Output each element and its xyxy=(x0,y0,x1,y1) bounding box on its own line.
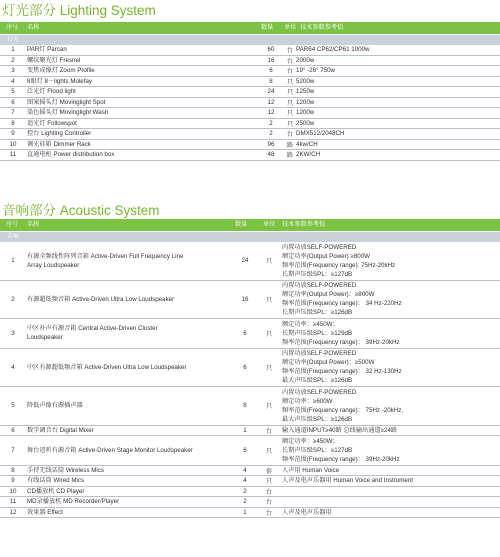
item-spec-line: 频率范围(Frequency range)： 75Hz -20kHz, xyxy=(282,406,404,414)
header-qty: 数量 xyxy=(235,221,248,228)
item-name xyxy=(27,476,252,486)
item-name-line: MD录播放机 MD Recorder/Player xyxy=(27,498,120,506)
item-spec-line: 频率范围(Frequency range)： 39Hz-20kHz xyxy=(282,338,400,346)
item-spec xyxy=(296,108,500,118)
item-spec-line: 19° -26° 750w xyxy=(296,67,336,75)
table-row xyxy=(0,497,500,508)
item-unit: 只 xyxy=(265,330,273,338)
item-spec-line: 额定功率：≥450W； xyxy=(282,320,339,328)
item-name-line: 中区有源超低频音箱 Active-Driven Ultra Low Loudspeaker xyxy=(27,363,187,371)
item-name: PAR灯 Parcan xyxy=(27,46,67,54)
item-spec-line: 内置功放SELF-POWERED xyxy=(282,243,357,251)
item-name-line: Loudspeaker xyxy=(27,334,63,342)
item-spec xyxy=(296,129,500,139)
row-number: 1 xyxy=(11,257,15,265)
item-unit: 只 xyxy=(286,99,294,107)
table-row xyxy=(0,98,500,109)
item-spec xyxy=(282,319,498,348)
item-name-line: 效果器 Effect xyxy=(27,508,63,516)
row-number: 12 xyxy=(9,508,17,516)
row-number: 3 xyxy=(11,329,15,337)
item-qty: 24 xyxy=(267,88,275,96)
item-spec-line: 人声及电声乐器用 xyxy=(282,508,332,516)
item-spec-line: 1200w xyxy=(296,109,315,117)
item-spec xyxy=(282,426,498,436)
item-spec xyxy=(282,466,498,476)
item-name: 变焦成像灯 Zoom Profile xyxy=(27,67,95,75)
lighting-table xyxy=(0,45,500,161)
item-spec xyxy=(282,387,498,425)
item-name-line: CD播放机 CD Player xyxy=(27,487,85,495)
item-spec-line: 频率范围(Frequency range)： 34 Hz-220Hz xyxy=(282,300,402,308)
table-row xyxy=(0,436,500,466)
table-row xyxy=(0,108,500,119)
header-qty: 数量 xyxy=(261,24,274,31)
item-spec-line: 最大声压级SPL：≥126dB xyxy=(282,377,353,385)
acoustic-table-header xyxy=(0,219,500,231)
item-spec xyxy=(282,242,498,280)
item-spec xyxy=(282,497,498,507)
item-spec-line: 内置功放SELF-POWERED xyxy=(282,282,357,290)
header-spec: 技术参数参考值 xyxy=(300,24,344,31)
row-number: 8 xyxy=(11,119,15,127)
row-number: 7 xyxy=(11,446,15,454)
table-row xyxy=(0,508,500,519)
table-row xyxy=(0,77,500,88)
item-spec xyxy=(282,487,498,497)
item-name: 8眼灯 8－lights Molefay xyxy=(27,77,92,85)
item-qty: 16 xyxy=(267,56,275,64)
row-number: 11 xyxy=(9,151,17,159)
header-name: 名称 xyxy=(27,24,40,31)
item-name: 螺纹聚光灯 Fresnel xyxy=(27,56,81,64)
item-name xyxy=(27,242,252,280)
item-spec-line: 长期声压级SPL：≥127dB xyxy=(282,446,353,454)
item-spec xyxy=(296,56,500,66)
row-number: 6 xyxy=(11,426,15,434)
item-unit: 台 xyxy=(265,499,273,507)
row-number: 8 xyxy=(11,466,15,474)
table-row xyxy=(0,466,500,477)
item-unit: 只 xyxy=(286,78,294,86)
item-name xyxy=(27,487,252,497)
row-number: 4 xyxy=(11,77,15,85)
table-row xyxy=(0,319,500,349)
row-number: 4 xyxy=(11,363,15,371)
item-name-line: 降低声像有源插声器 xyxy=(27,402,83,410)
item-name-line: 手持无线话筒 Wireless Mics xyxy=(27,466,104,474)
item-spec-line: 2000w xyxy=(296,56,315,64)
row-number: 10 xyxy=(9,140,17,148)
item-unit: 只 xyxy=(265,296,273,304)
acoustic-subheader: 音响 xyxy=(0,232,500,242)
item-spec-line: 长期声压级SPL：≥126dB xyxy=(282,309,353,317)
item-spec-line: 额定功率：≥600W xyxy=(282,397,333,405)
item-name: 图案摇头灯 Movinglight Spot xyxy=(27,98,106,106)
item-unit: 套 xyxy=(265,467,273,475)
acoustic-section-title: 音响部分 Acoustic System xyxy=(2,203,160,218)
table-row xyxy=(0,487,500,498)
table-row xyxy=(0,281,500,320)
item-spec xyxy=(296,119,500,129)
item-qty: 24 xyxy=(241,257,249,265)
item-qty: 2 xyxy=(269,130,273,138)
item-spec-line: 长期声压级SPL：≥127dB xyxy=(282,270,353,278)
item-name-line: 中区补声有源音箱 Central Active-Driven Cluster xyxy=(27,325,158,333)
item-qty: 6 xyxy=(243,329,247,337)
row-number: 9 xyxy=(11,130,15,138)
row-number: 1 xyxy=(11,46,15,54)
table-row xyxy=(0,129,500,140)
item-qty: 2 xyxy=(269,119,273,127)
item-name xyxy=(27,508,252,518)
item-spec xyxy=(296,140,500,150)
item-spec-line: 4kw/CH xyxy=(296,140,318,148)
item-spec-line: 内置功放SELF-POWERED xyxy=(282,350,357,358)
item-name xyxy=(27,466,252,476)
item-name xyxy=(27,349,252,387)
item-spec xyxy=(282,508,498,518)
header-unit: 单位 xyxy=(263,221,276,228)
table-row xyxy=(0,140,500,151)
item-spec-line: 内置功放SELF-POWERED xyxy=(282,388,357,396)
item-spec xyxy=(282,476,498,486)
item-spec xyxy=(296,66,500,76)
item-name: 控台 Lighting Controller xyxy=(27,130,92,138)
row-number: 11 xyxy=(9,498,17,506)
item-qty: 16 xyxy=(241,295,249,303)
item-spec xyxy=(296,150,500,160)
item-name-line: 有线话筒 Wired Mics xyxy=(27,477,85,485)
header-unit: 单位 xyxy=(284,24,297,31)
item-unit: 台 xyxy=(286,131,294,139)
item-unit: 路 xyxy=(286,152,294,160)
item-qty: 6 xyxy=(243,363,247,371)
table-row xyxy=(0,87,500,98)
item-unit: 只 xyxy=(265,403,273,411)
item-name xyxy=(27,387,252,425)
row-number: 2 xyxy=(11,295,15,303)
table-row xyxy=(0,56,500,67)
item-qty: 96 xyxy=(267,140,275,148)
item-qty: 48 xyxy=(267,151,275,159)
table-row xyxy=(0,387,500,426)
item-spec-line: 频率范围(Frequency range)： 39Hz-20kHz xyxy=(282,455,400,463)
item-unit: 只 xyxy=(265,478,273,486)
item-spec-line: 1200w xyxy=(296,98,315,106)
item-unit: 路 xyxy=(286,141,294,149)
row-number: 10 xyxy=(9,487,17,495)
item-unit: 只 xyxy=(286,89,294,97)
item-spec-line: PAR64 CP62/CP61 1000w xyxy=(296,46,370,54)
table-row xyxy=(0,119,500,130)
row-number: 5 xyxy=(11,88,15,96)
row-number: 9 xyxy=(11,477,15,485)
item-qty: 4 xyxy=(243,466,247,474)
item-unit: 只 xyxy=(286,120,294,128)
item-qty: 8 xyxy=(243,402,247,410)
item-spec-line: 额定功率：≥450W； xyxy=(282,437,339,445)
item-name: 染色摇头灯 Movinglight Wash xyxy=(27,109,109,117)
item-spec-line: 频率范围(Frequency range): 75Hz-20kHz xyxy=(282,261,396,269)
item-spec xyxy=(296,77,500,87)
item-spec xyxy=(282,281,498,319)
item-name-line: 数字调音台 Digital Mixer xyxy=(27,426,94,434)
item-qty: 2 xyxy=(243,498,247,506)
item-spec-line: 额定功率(Output Power)：≥800W xyxy=(282,291,375,299)
row-number: 5 xyxy=(11,402,15,410)
item-unit: 台 xyxy=(265,488,273,496)
item-unit: 只 xyxy=(265,364,273,372)
item-unit: 只 xyxy=(265,447,273,455)
header-spec: 技术参数参考值 xyxy=(282,221,326,228)
item-spec xyxy=(296,98,500,108)
item-unit: 台 xyxy=(286,68,294,76)
item-spec-line: 人声及电声乐器用 Human Voice and Instrument xyxy=(282,477,414,485)
item-qty: 6 xyxy=(269,67,273,75)
item-unit: 只 xyxy=(286,110,294,118)
item-name-line: 舞台返听有源音箱 Active-Driven Stage Monitor Loudspeaker xyxy=(27,446,193,454)
row-number: 6 xyxy=(11,98,15,106)
item-name: 追光灯 Followspot xyxy=(27,119,77,127)
item-spec-line: 额定功率(Output Power)：≥500W xyxy=(282,359,375,367)
item-spec-line: DMX512/2048CH xyxy=(296,130,345,138)
lighting-table-header xyxy=(0,22,500,34)
row-number: 2 xyxy=(11,56,15,64)
item-qty: 4 xyxy=(243,477,247,485)
item-name-line: Array Loudspeaker xyxy=(27,261,80,269)
table-row xyxy=(0,242,500,281)
item-name xyxy=(27,426,252,436)
item-qty: 60 xyxy=(267,46,275,54)
row-number: 7 xyxy=(11,109,15,117)
item-spec-line: 输入通道INPUT≥40路 总线输出通道≥24路 xyxy=(282,426,398,434)
item-unit: 只 xyxy=(265,258,273,266)
table-row xyxy=(0,476,500,487)
item-qty: 2 xyxy=(243,487,247,495)
item-spec xyxy=(296,45,500,55)
item-name: 直通电柜 Power distribution box xyxy=(27,151,115,159)
item-unit: 台 xyxy=(286,47,294,55)
item-spec-line: 人声用 Human Voice xyxy=(282,466,340,474)
row-number: 3 xyxy=(11,67,15,75)
item-qty: 1 xyxy=(243,426,247,434)
item-spec-line: 5200w xyxy=(296,77,315,85)
item-name-line: 有源全频线性阵列音箱 Active-Driven Full Frequency Line xyxy=(27,252,184,260)
item-qty: 1 xyxy=(243,508,247,516)
item-spec xyxy=(296,87,500,97)
table-row xyxy=(0,426,500,437)
item-unit: 台 xyxy=(265,509,273,517)
table-row xyxy=(0,45,500,56)
table-row xyxy=(0,150,500,161)
item-spec-line: 1250w xyxy=(296,88,315,96)
item-name xyxy=(27,319,252,348)
table-row xyxy=(0,66,500,77)
item-qty: 6 xyxy=(243,446,247,454)
item-qty: 8 xyxy=(269,77,273,85)
item-spec xyxy=(282,349,498,387)
item-spec-line: 2KW/CH xyxy=(296,151,321,159)
lighting-section-title: 灯光部分 Lighting System xyxy=(2,3,156,18)
item-spec-line: 2500w xyxy=(296,119,315,127)
item-spec-line: 频率范围(Frequency range)： 32 Hz-130Hz xyxy=(282,368,402,376)
header-name: 名称 xyxy=(27,221,40,228)
acoustic-table xyxy=(0,242,500,518)
item-unit: 台 xyxy=(265,427,273,435)
item-name xyxy=(27,497,252,507)
item-name: 泛光灯 Flood light xyxy=(27,88,76,96)
header-no: 序号 xyxy=(6,221,19,228)
header-no: 序号 xyxy=(6,24,19,31)
item-spec-line: 最大声压级SPL：≥126dB xyxy=(282,415,353,423)
item-name-line: 有源超低频音箱 Active-Driven Ultra Low Loudspeaker xyxy=(27,295,175,303)
item-qty: 12 xyxy=(267,98,275,106)
item-name xyxy=(27,436,252,465)
table-row xyxy=(0,349,500,388)
item-name xyxy=(27,281,252,319)
item-name: 调光硅箱 Dimmer Rack xyxy=(27,140,91,148)
item-spec-line: 额定功率(Output Power) ≥800W xyxy=(282,252,370,260)
item-spec xyxy=(282,436,498,465)
item-qty: 12 xyxy=(267,109,275,117)
lighting-subheader: 灯光 xyxy=(0,35,500,45)
item-spec-line: 长期声压级SPL：≥129dB xyxy=(282,329,353,337)
item-unit: 台 xyxy=(286,57,294,65)
